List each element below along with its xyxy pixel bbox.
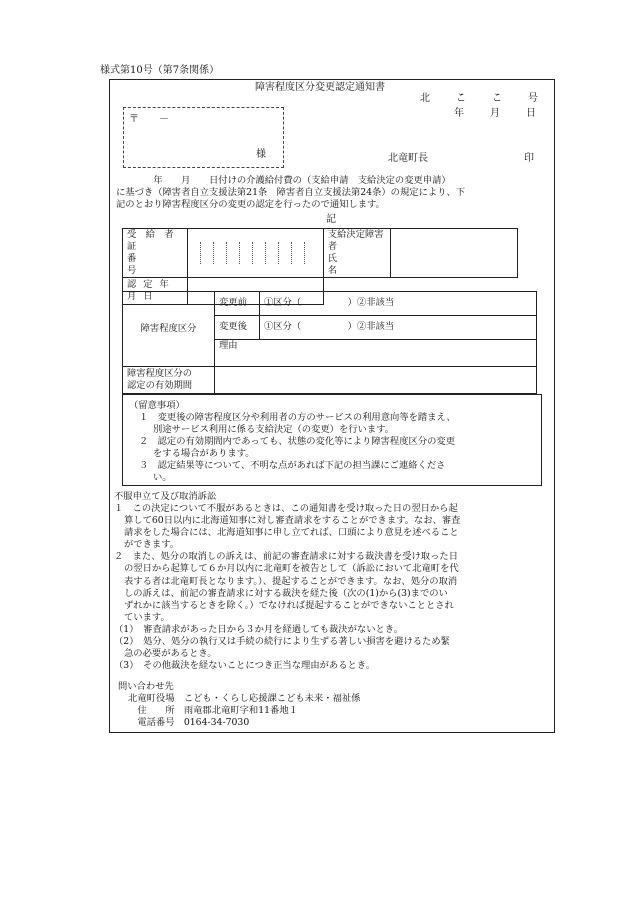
notes-box: （留意事項） １ 変更後の障害程度区分や利用者の方のサービスの利用意向等を踏まえ、 別途サービス利用に係る支給決定（の変更）を行います。 ２ 認定の有効期間内であっても、状態の変化等により障害程度区分の変更 をする場合があります。 ３ 認定結果等について、不明な点があれば下記の担当課にご連絡くださ い。: [122, 394, 542, 486]
seal-mark: 印: [524, 153, 534, 164]
before-label: 変更前: [215, 292, 260, 316]
reason-field[interactable]: 理由: [215, 340, 537, 367]
validity-field[interactable]: [215, 367, 537, 394]
validity-label: 障害程度区分の 認定の有効期間: [123, 367, 215, 394]
contact-address: 住 所 雨竜郡北竜町字和11番地１: [137, 705, 298, 717]
contact-office: 北竜町役場 こども・くらし応援課こども未来・福祉係: [128, 693, 361, 705]
contact-phone: 電話番号 0164-34-7030: [137, 717, 250, 729]
postal-mark: 〒 －: [129, 114, 169, 125]
recipient-no-label: 受 給 者 証 番 号: [123, 229, 188, 278]
recipient-name-field[interactable]: [390, 229, 517, 278]
contact-heading: 問い合わせ先: [118, 681, 174, 692]
honorific: 様: [256, 149, 266, 160]
appeal-section: 不服申立て及び取消訴訟 １ この決定について不服があるときは、この通知書を受け取った日の翌日から起 算して60日以内に北海道知事に対し審査請求をすることができます。なお、審査 請求をした場合には、北海道知事に申し立てれば、口頭により意見を述べること ができます。 ２ また、処分の取消しの訴えは、前記の審査請求に対する裁決書を受け取った日 の翌日から起算して６か月以内に北竜町を被告として（訴訟において北竜町を代 表する者は北竜町長となります。）、提起することができます。なお、処分の取消 しの訴えは、前記の審査請求に対する裁決を経た後（次の(1)から(3)までのい ずれかに該当するときを除く。）でなければ提起することができないこととされ ています。 （1） 審査請求があった日から３か月を経過しても裁決がないとき。 （2） 処分、処分の執行又は手続の続行により生ずる著しい損害を避けるため緊 急の必要があるとき。 （3） その他裁決を経ないことにつき正当な理由があるとき。: [114, 491, 550, 672]
cert-date-label: 認 定 年 月 日: [123, 278, 188, 305]
document-title: 障害程度区分変更認定通知書: [255, 82, 385, 93]
notes-heading: （留意事項）: [129, 400, 185, 411]
category-table: [122, 291, 537, 394]
document-number: 北 こ こ 号: [420, 93, 538, 104]
form-number: 様式第10号（第7条関係）: [100, 65, 220, 76]
appeal-heading: 不服申立て及び取消訴訟: [114, 491, 217, 502]
after-options[interactable]: ①区分（ ）②非該当: [260, 316, 537, 340]
issuer-name: 北竜町長: [388, 153, 428, 164]
contact-section: [118, 681, 360, 729]
recipient-no-boxes[interactable]: [187, 229, 323, 278]
category-label: 障害程度区分: [123, 292, 215, 367]
notice-body: 年 月 日付けの介護給付費の（支給申請 支給決定の変更申請） に基づき（障害者自立支援法第21条 障害者自立支援法第24条）の規定により、下 記のとおり障害程度区分の変更の認定を行ったので通知します。: [116, 175, 466, 211]
ki-heading: 記: [326, 214, 336, 225]
after-label: 変更後: [215, 316, 260, 340]
recipient-name-label: 支給決定障害者 氏 名: [323, 229, 390, 278]
before-options[interactable]: ①区分（ ）②非該当: [260, 292, 537, 316]
issue-date: 年 月 日: [454, 108, 536, 119]
